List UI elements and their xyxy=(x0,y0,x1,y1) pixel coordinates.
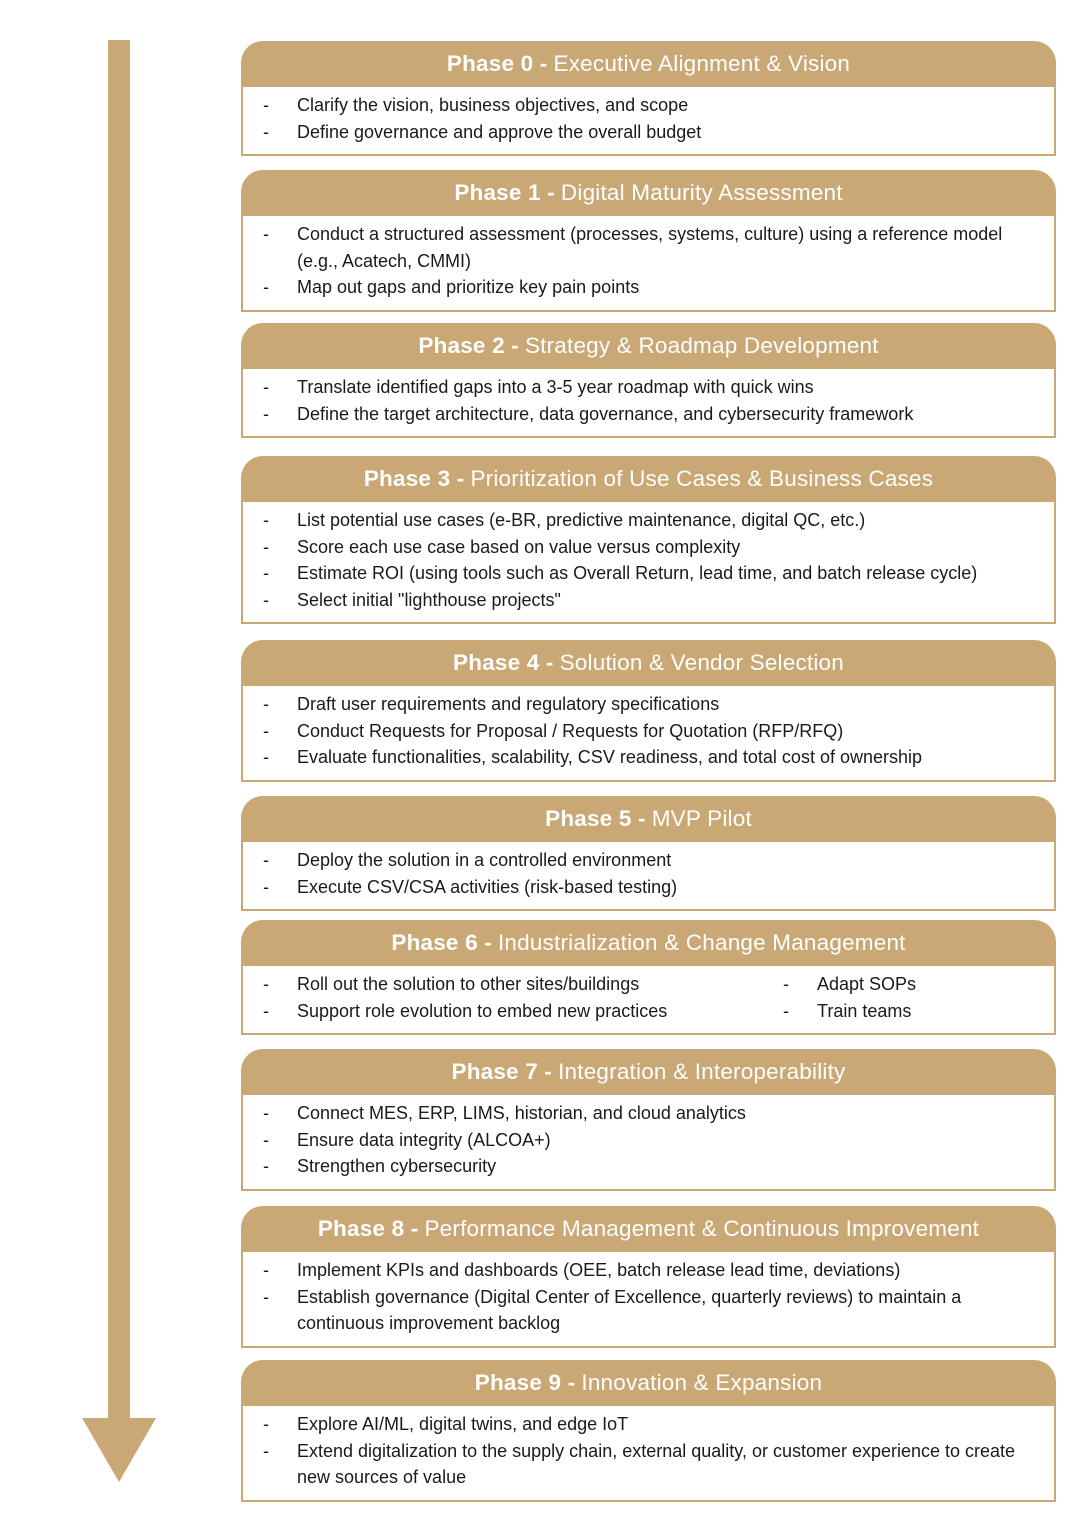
phase-0-header xyxy=(241,41,1056,87)
bullet-dash: - xyxy=(263,694,269,714)
list-item xyxy=(263,587,1042,614)
bullet-dash: - xyxy=(263,747,269,767)
phase-number: Phase 9 - xyxy=(474,1370,576,1395)
bullet-text: Ensure data integrity (ALCOA+) xyxy=(297,1129,551,1150)
bullet-dash: - xyxy=(263,1286,269,1307)
bullet-dash: - xyxy=(263,1440,269,1461)
bullet-text: Draft user requirements and regulatory specifications xyxy=(297,694,720,714)
phase-7-header xyxy=(241,1049,1056,1095)
phase-number: Phase 1 - xyxy=(454,180,555,205)
bullet-dash: - xyxy=(263,720,269,741)
phase-3-body xyxy=(241,502,1056,624)
bullet-text: Select initial "lighthouse projects" xyxy=(297,589,561,610)
bullet-text: Implement KPIs and dashboards (OEE, batch release lead time, deviations) xyxy=(297,1260,901,1280)
phase-title: Innovation & Expansion xyxy=(581,1370,823,1395)
phase-number: Phase 5 - xyxy=(545,806,646,831)
phase-title: MVP Pilot xyxy=(651,806,752,831)
bullet-text: Estimate ROI (using tools such as Overall Return, lead time, and batch release cycle) xyxy=(297,563,978,583)
phase-title: Solution & Vendor Selection xyxy=(559,650,844,675)
phase-5-header xyxy=(241,796,1056,842)
list-item xyxy=(263,971,783,998)
list-item xyxy=(263,274,1042,301)
phase-title: Prioritization of Use Cases & Business Cases xyxy=(470,466,934,491)
phase-8-card xyxy=(241,1206,1056,1348)
bullet-dash: - xyxy=(263,563,269,583)
list-item xyxy=(263,92,1042,119)
list-item xyxy=(263,1127,1042,1154)
bullet-text: Execute CSV/CSA activities (risk-based testing) xyxy=(297,876,678,897)
bullet-text: Support role evolution to embed new practices xyxy=(297,1000,668,1021)
phase-number: Phase 8 - xyxy=(317,1216,419,1241)
phase-9-card xyxy=(241,1360,1056,1502)
bullet-dash: - xyxy=(263,974,269,994)
bullet-text: Define governance and approve the overall budget xyxy=(297,121,702,142)
phase-4-body xyxy=(241,686,1056,782)
bullet-text: Deploy the solution in a controlled environment xyxy=(297,850,672,870)
bullet-text: Translate identified gaps into a 3-5 year roadmap with quick wins xyxy=(297,377,814,397)
list-item xyxy=(263,1438,1042,1491)
list-item xyxy=(263,847,1042,874)
list-item xyxy=(263,1257,1042,1284)
bullet-dash: - xyxy=(783,1000,789,1021)
phase-3-header xyxy=(241,456,1056,502)
phase-title: Digital Maturity Assessment xyxy=(560,180,843,205)
list-item xyxy=(263,560,1042,587)
bullet-text: Map out gaps and prioritize key pain points xyxy=(297,277,640,297)
bullet-dash: - xyxy=(263,1000,269,1021)
phase-title: Industrialization & Change Management xyxy=(497,930,906,955)
phase-title: Integration & Interoperability xyxy=(558,1059,846,1084)
bullet-dash: - xyxy=(263,589,269,610)
phase-1-card xyxy=(241,170,1056,312)
phase-number: Phase 0 - xyxy=(446,51,548,76)
bullet-dash: - xyxy=(263,121,269,142)
bullet-dash: - xyxy=(263,1103,269,1123)
bullet-dash: - xyxy=(263,850,269,870)
list-item xyxy=(263,1411,1042,1438)
phase-5-card xyxy=(241,796,1056,911)
phase-title: Performance Management & Continuous Improvement xyxy=(424,1216,980,1241)
bullet-text: Adapt SOPs xyxy=(817,974,917,994)
bullet-text: Strengthen cybersecurity xyxy=(297,1156,497,1176)
list-item xyxy=(263,534,1042,561)
bullet-column-right xyxy=(783,971,1042,1024)
bullet-dash: - xyxy=(263,1260,269,1280)
phase-3-card xyxy=(241,456,1056,624)
phase-number: Phase 6 - xyxy=(391,930,492,955)
bullet-text: Define the target architecture, data governance, and cybersecurity framework xyxy=(297,403,914,424)
list-item xyxy=(263,691,1042,718)
list-item xyxy=(263,998,783,1025)
list-item xyxy=(263,874,1042,901)
phase-6-card xyxy=(241,920,1056,1035)
phase-5-body xyxy=(241,842,1056,911)
bullet-text: Clarify the vision, business objectives, and scope xyxy=(297,95,689,115)
bullet-text: Extend digitalization to the supply chain, external quality, or customer experience to create new sources of value xyxy=(297,1440,1016,1487)
phase-7-body xyxy=(241,1095,1056,1191)
phase-2-header xyxy=(241,323,1056,369)
phase-0-card xyxy=(241,41,1056,156)
phase-1-header xyxy=(241,170,1056,216)
phase-4-header xyxy=(241,640,1056,686)
phase-9-body xyxy=(241,1406,1056,1502)
phase-2-card xyxy=(241,323,1056,438)
bullet-text: Train teams xyxy=(817,1000,912,1021)
timeline-arrow-head-icon xyxy=(82,1418,156,1482)
phase-title: Strategy & Roadmap Development xyxy=(524,333,879,358)
bullet-text: Conduct a structured assessment (processes, systems, culture) using a reference model (e.g., Acatech, CMMI) xyxy=(297,224,1003,271)
bullet-dash: - xyxy=(263,1129,269,1150)
phase-number: Phase 3 - xyxy=(363,466,465,491)
list-item xyxy=(263,401,1042,428)
phase-6-body xyxy=(241,966,1056,1035)
bullet-dash: - xyxy=(263,95,269,115)
phase-1-body xyxy=(241,216,1056,312)
bullet-dash: - xyxy=(783,974,789,994)
phase-8-header xyxy=(241,1206,1056,1252)
list-item xyxy=(263,1284,1042,1337)
phase-9-header xyxy=(241,1360,1056,1406)
list-item xyxy=(263,1100,1042,1127)
bullet-dash: - xyxy=(263,876,269,897)
list-item xyxy=(263,718,1042,745)
bullet-dash: - xyxy=(263,377,269,397)
bullet-text: List potential use cases (e-BR, predictive maintenance, digital QC, etc.) xyxy=(297,510,866,530)
bullet-dash: - xyxy=(263,510,269,530)
phase-number: Phase 2 - xyxy=(418,333,519,358)
phase-number: Phase 7 - xyxy=(451,1059,553,1084)
bullet-column-left xyxy=(263,971,783,1024)
list-item xyxy=(263,221,1042,274)
list-item xyxy=(263,507,1042,534)
bullet-text: Explore AI/ML, digital twins, and edge IoT xyxy=(297,1414,629,1434)
phase-title: Executive Alignment & Vision xyxy=(553,51,851,76)
phase-6-header xyxy=(241,920,1056,966)
bullet-dash: - xyxy=(263,277,269,297)
list-item xyxy=(263,374,1042,401)
phase-number: Phase 4 - xyxy=(453,650,554,675)
timeline-arrow-shaft xyxy=(108,40,130,1422)
list-item xyxy=(263,744,1042,771)
bullet-text: Roll out the solution to other sites/buildings xyxy=(297,974,640,994)
phase-2-body xyxy=(241,369,1056,438)
bullet-text: Connect MES, ERP, LIMS, historian, and cloud analytics xyxy=(297,1103,746,1123)
bullet-text: Evaluate functionalities, scalability, CSV readiness, and total cost of ownership xyxy=(297,747,922,767)
bullet-columns xyxy=(263,971,1042,1024)
bullet-dash: - xyxy=(263,536,269,557)
list-item xyxy=(783,971,1042,998)
bullet-text: Score each use case based on value versus complexity xyxy=(297,536,741,557)
list-item xyxy=(263,119,1042,146)
bullet-dash: - xyxy=(263,1414,269,1434)
phase-4-card xyxy=(241,640,1056,782)
list-item xyxy=(263,1153,1042,1180)
bullet-text: Establish governance (Digital Center of Excellence, quarterly reviews) to maintain a continuous improvement backlog xyxy=(297,1286,962,1333)
bullet-dash: - xyxy=(263,1156,269,1176)
phase-0-body xyxy=(241,87,1056,156)
bullet-dash: - xyxy=(263,224,269,244)
bullet-dash: - xyxy=(263,403,269,424)
list-item xyxy=(783,998,1042,1025)
phase-8-body xyxy=(241,1252,1056,1348)
phase-7-card xyxy=(241,1049,1056,1191)
bullet-text: Conduct Requests for Proposal / Requests for Quotation (RFP/RFQ) xyxy=(297,720,844,741)
